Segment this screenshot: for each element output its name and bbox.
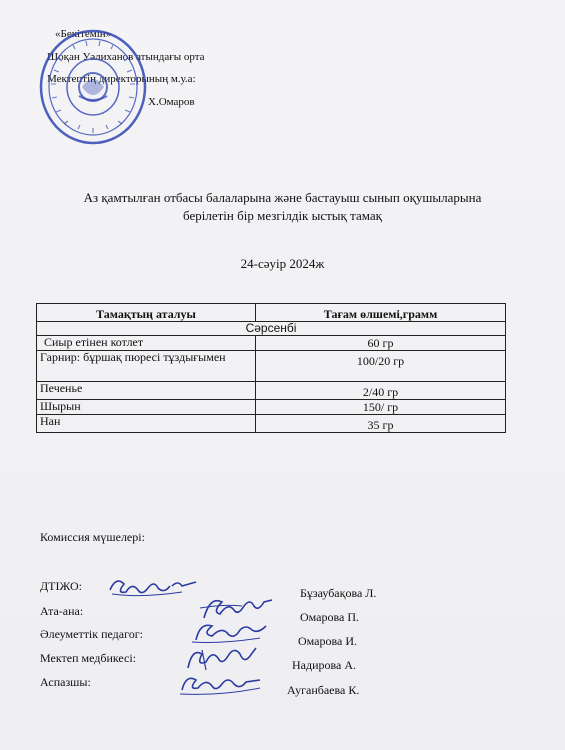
member-role: Аспазшы: <box>40 675 91 689</box>
member-role: Ата-ана: <box>40 604 84 618</box>
dish-name: Сиыр етінен котлет <box>37 336 256 351</box>
day-row <box>37 322 506 336</box>
signature-1 <box>106 572 198 600</box>
table-row <box>37 415 506 433</box>
header-dish-name: Тамақтың аталуы <box>37 304 256 322</box>
member-name: Омарова И. <box>298 634 358 648</box>
member-role: Мектеп медбикесі: <box>40 651 137 665</box>
dish-portion: 2/40 гр <box>256 382 506 400</box>
table-header-row <box>37 304 506 322</box>
signature-5 <box>176 670 266 698</box>
table-row <box>37 336 506 351</box>
menu-table <box>36 303 506 433</box>
member-role: ДТІЖО: <box>40 579 82 593</box>
doc-title-line2: берілетін бір мезгілдік ыстық тамақ <box>183 208 382 223</box>
dish-name: Печенье <box>37 382 256 400</box>
table-row <box>37 400 506 415</box>
dish-portion: 150/ гр <box>256 400 506 415</box>
dish-name: Гарнир: бұршақ пюресі тұздығымен <box>37 351 256 382</box>
signature-3 <box>186 618 274 646</box>
member-name: Надирова А. <box>292 658 357 672</box>
doc-title-line1: Аз қамтылған отбасы балаларына және бастауыш сынып оқушыларына <box>83 190 482 205</box>
dish-portion: 100/20 гр <box>256 351 506 382</box>
day-label: Сәрсенбі <box>37 322 506 336</box>
member-name: Бұзаубақова Л. <box>300 586 377 600</box>
commission-heading: Комиссия мүшелері: <box>40 530 145 544</box>
table-row <box>37 382 506 400</box>
member-role: Әлеуметтік педагог: <box>40 627 143 641</box>
dish-portion: 60 гр <box>256 336 506 351</box>
official-stamp <box>38 28 148 146</box>
approval-school: Шоқан Уәлиханов атындағы орта <box>47 51 205 63</box>
doc-date: 24-сәуір 2024ж <box>240 256 325 271</box>
dish-portion: 35 гр <box>256 415 506 433</box>
header-portion: Тағам өлшемі,грамм <box>256 304 506 322</box>
table-row <box>37 351 506 382</box>
member-name: Ауганбаева К. <box>287 683 360 697</box>
dish-name: Нан <box>37 415 256 433</box>
dish-name: Шырын <box>37 400 256 415</box>
member-name: Омарова П. <box>300 610 360 624</box>
approval-position: Мектептің директорының м.у.а: <box>47 73 196 85</box>
approval-label: «Бекітемін» <box>55 28 112 40</box>
approval-name: Х.Омаров <box>148 96 195 108</box>
